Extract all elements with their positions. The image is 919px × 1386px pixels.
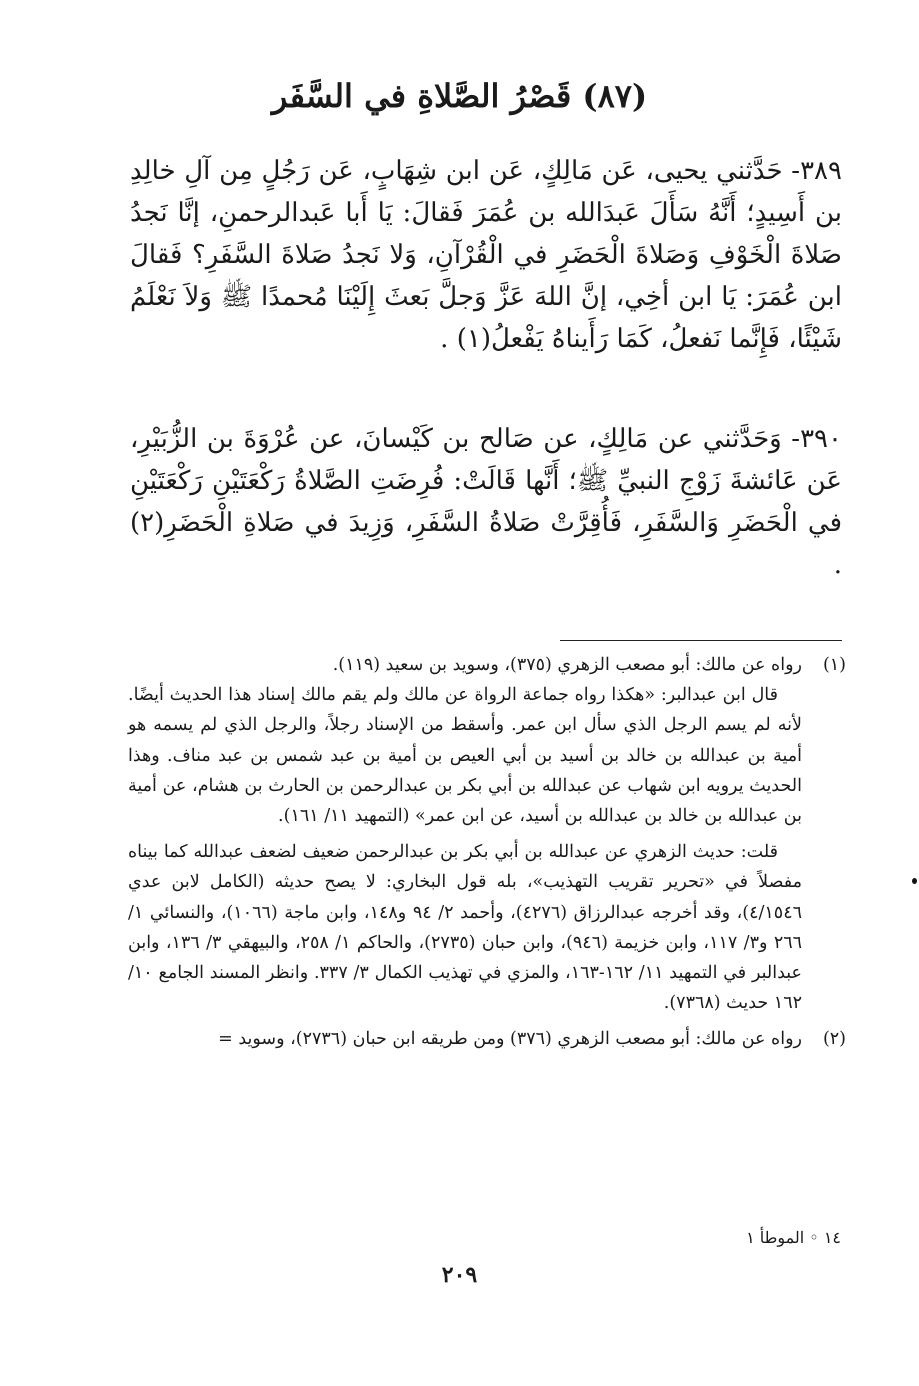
hadith-text: ٣٨٩- حَدَّثني يحيى، عَن مَالِكٍ، عَن ابن شِهَابٍ، عَن رَجُلٍ مِن آلِ خالِدِ بن أَسِيدٍ؛ أَنَّهُ سَأَلَ عَبدَالله بن عُمَرَ فَقالَ: يَا أَبا عَبدالرحمنِ، إنَّا نَجدُ صَلاةَ الْخَوْفِ وَصَلاةَ الْحَضَرِ في الْقُرْآنِ، وَلا نَجدُ صَلاةَ السَّفَرِ؟ فَقالَ ابن عُمَرَ: يَا ابن أخِي، إنَّ اللهَ عَزَّ وَجلَّ بَعثَ إِلَيْنَا مُحمدًا ﷺ وَلاَ نَعْلَمُ شَيْئًا، فَإِنَّما نَفعلُ، كَمَا رَأَيناهُ يَفْعلُ(١) . [130, 156, 842, 354]
scan-mark [912, 878, 917, 884]
footnote-number: (١) [822, 655, 846, 675]
hadith-390 [130, 418, 842, 586]
chapter-title: (٨٧) قَصْرُ الصَّلاةِ في السَّفَر [271, 77, 648, 115]
hadith-text: ٣٩٠- وَحَدَّثني عن مَالِكٍ، عن صَالح بن كَيْسانَ، عن عُرْوَةَ بن الزُّبَيْرِ، عَن عَائشةَ زَوْجِ النبيِّ ﷺ؛ أَنَّها قَالَتْ: فُرِضَتِ الصَّلاةُ رَكْعَتَيْنِ رَكْعَتَيْنِ في الْحَضَرِ وَالسَّفَرِ، فَأُقِرَّتْ صَلاةُ السَّفَرِ، وَزِيدَ في صَلاةِ الْحَضَرِ(٢) . [130, 424, 842, 580]
footnote-separator [560, 640, 842, 641]
footnote-1 [128, 650, 846, 680]
footnote-2 [128, 1024, 846, 1054]
hadith-389 [130, 150, 842, 360]
footnote-1-paragraph: قلت: حديث الزهري عن عبدالله بن أبي بكر بن عبدالرحمن ضعيف لضعف عبدالله كما بيناه مفصلاً في «تحرير تقريب التهذيب»، بله قول البخاري: لا يصح حديثه (الكامل لابن عدي ٤/١٥٤٦)، وقد أخرجه عبدالرزاق (٤٢٧٦)، وأحمد ٢/ ٩٤ و١٤٨، وابن ماجة (١٠٦٦)، والنسائي ١/ ٢٦٦ و٣/ ١١٧، وابن خزيمة (٩٤٦)، وابن حبان (٢٧٣٥)، والحاكم ١/ ٢٥٨، والبيهقي ٣/ ١٣٦، وابن عبدالبر في التمهيد ١١/ ١٦٢-١٦٣، والمزي في تهذيب الكمال ٣/ ٣٣٧. وانظر المسند الجامع ١٠/ ١٦٢ حديث (٧٣٦٨). [128, 842, 803, 1014]
printer-signature: ١٤ ◦ الموطأ ١ [746, 1228, 841, 1247]
page-number: ٢٠٩ [441, 1262, 478, 1288]
footnote-text: رواه عن مالك: أبو مصعب الزهري (٣٧٥)، وسويد بن سعيد (١١٩). [332, 655, 802, 675]
footnote-number: (٢) [822, 1029, 846, 1050]
footnote-1-paragraph: قال ابن عبدالبر: «هكذا رواه جماعة الرواة عن مالك ولم يقم مالك إسناد هذا الحديث أيضًا. لأنه لم يسم الرجل الذي سأل ابن عمر. وأسقط من الإسناد رجلاً، والرجل الذي لم يسمه هو أمية بن عبدالله بن خالد بن أسيد بن أبي العيص بن أمية بن عبد شمس بن عبد مناف. وهذا الحديث يرويه ابن شهاب عن عبدالله بن أبي بكر بن عبدالرحمن بن الحارث بن هشام، عن أمية بن عبدالله بن خالد بن عبدالله بن أسيد، عن ابن عمر» (التمهيد ١١/ ١٦١). [128, 685, 802, 827]
footnotes [128, 650, 846, 1055]
footnote-text: رواه عن مالك: أبو مصعب الزهري (٣٧٦) ومن طريقه ابن حبان (٢٧٣٦)، وسويد = [218, 1029, 802, 1050]
